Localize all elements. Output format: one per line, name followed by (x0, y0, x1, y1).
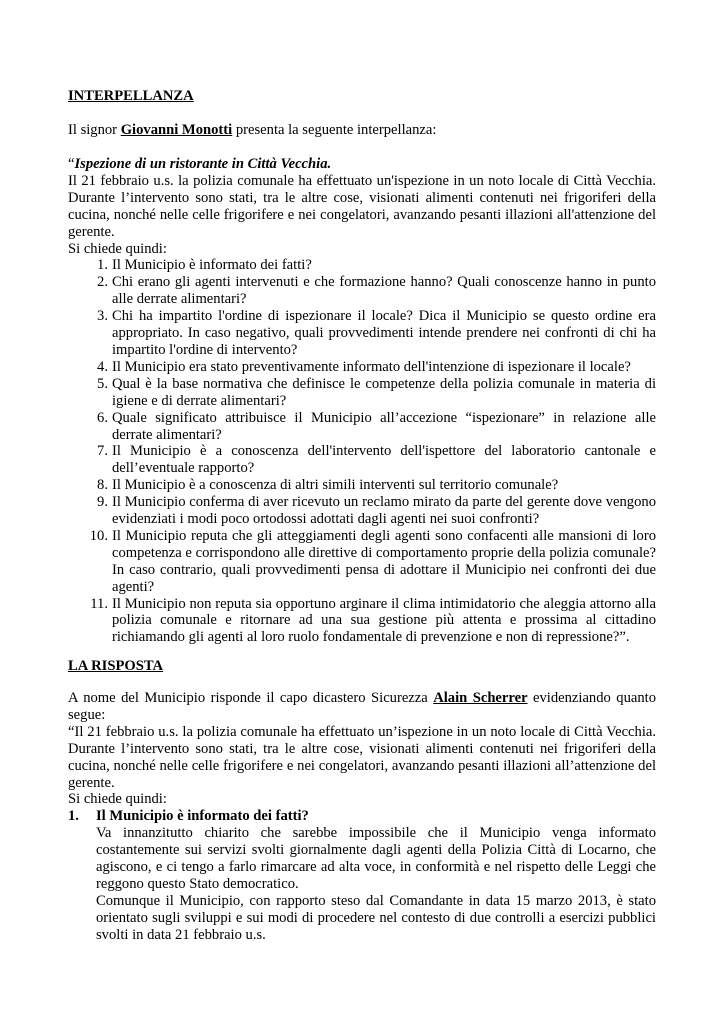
ask-line: Si chiede quindi: (68, 240, 167, 257)
question-number: 5. (97, 375, 108, 392)
answer-item (68, 808, 656, 825)
question-number: 7. (97, 443, 108, 460)
question-text: Qual è la base normativa che definisce le competenze della polizia comunale in materia di igiene e di derrate alimentari? (112, 375, 656, 409)
question-item (68, 308, 656, 359)
question-text: Il Municipio non reputa sia opportuno arginare il clima intimidatorio che aleggia attorno alla polizia comunale e ritornare ad una sua gestione più attenta e prossima al cittadino richiamando gli agenti al loro ruolo fondamentale di prevenzione e non di repressione?”. (112, 595, 656, 646)
answer-paragraph: Va innanzitutto chiarito che sarebbe impossibile che il Municipio venga informato costantemente sui servizi svolti giornalmente dagli agenti della Polizia Città di Locarno, che agiscono, e ci tengo a farlo rimarcare ad alta voce, in conformità e nel rispetto delle Leggi che reggono questo Stato democratico. (96, 825, 656, 892)
question-text: Il Municipio è a conoscenza dell'intervento dell'ispettore del laboratorio cantonale e dell’eventuale rapporto? (112, 443, 656, 477)
question-item (68, 528, 656, 596)
question-text: Il Municipio reputa che gli atteggiamenti degli agenti sono confacenti alle mansioni di loro competenza e corrispondono alle direttive di comportamento proprie della polizia comunale? In caso contrario, quali provvedimenti pensa di adottare il Municipio nei confronti dei due agenti? (112, 527, 656, 595)
interpellant-name: Giovanni Monotti (120, 122, 233, 138)
risposta-paragraph: “Il 21 febbraio u.s. la polizia comunale ha effettuato un’ispezione in un noto locale di Città Vecchia. Durante l’intervento sono stati, tra le altre cose, visionati alimenti contenuti nei frigoriferi della cucina, nonché nelle celle frigorifere e nei congelatori, avanzando pesanti illazioni all’attenzione del gerente. (68, 723, 656, 791)
intro-text-end: presenta la seguente interpellanza: (232, 122, 437, 138)
question-text: Chi erano gli agenti intervenuti e che formazione hanno? Quali conoscenze hanno in punto alle derrate alimentari? (112, 274, 656, 308)
question-number: 2. (97, 274, 108, 291)
answer-title: Il Municipio è informato dei fatti? (96, 808, 309, 825)
interpellanza-paragraph: Il 21 febbraio u.s. la polizia comunale ha effettuato un'ispezione in un noto locale di Città Vecchia. Durante l’intervento sono stati, tra le altre cose, visionati alimenti contenuti nei frigoriferi della cucina, nonché nelle celle frigorifere e nei congelatori, avanzando pesanti illazioni all'attenzione del gerente. (68, 172, 656, 240)
title-quote: “ (68, 156, 75, 172)
question-number: 6. (97, 409, 108, 426)
question-text: Il Municipio è informato dei fatti? (112, 257, 312, 274)
question-item (68, 494, 656, 528)
answer-number: 1. (68, 808, 79, 825)
question-number: 9. (97, 494, 108, 511)
question-number: 10. (89, 527, 108, 544)
question-number: 11. (90, 595, 108, 612)
question-item (68, 257, 656, 274)
risposta-intro: A nome del Municipio risponde il capo dicastero Sicurezza (68, 690, 434, 706)
question-number: 3. (97, 308, 108, 325)
interpellanza-body (68, 156, 656, 646)
question-item (68, 410, 656, 444)
risposta-heading: LA RISPOSTA (68, 658, 164, 674)
question-text: Il Municipio conferma di aver ricevuto un reclamo mirato da parte del gerente dove vengono evidenziati i modi poco ortodossi adottati dagli agenti nei suoi confronti? (112, 494, 656, 528)
question-item (68, 376, 656, 410)
question-number: 8. (97, 477, 108, 494)
risposta-section (68, 690, 656, 944)
question-item (68, 274, 656, 308)
questions-list (68, 257, 656, 646)
answer-paragraph: Comunque il Municipio, con rapporto steso dal Comandante in data 15 marzo 2013, è stato orientato sugli sviluppi e sui modi di procedere nel contesto di due controlli a esercizi pubblici svolti in data 21 febbraio u.s. (96, 892, 656, 943)
risposta-heading-wrap (68, 658, 656, 675)
question-item (68, 359, 656, 376)
question-text: Quale significato attribuisce il Municipio all’accezione “ispezionare” in relazione alle derrate alimentari? (112, 409, 656, 443)
risposta-ask-line: Si chiede quindi: (68, 791, 167, 808)
interpellanza-intro (68, 122, 656, 139)
interpellanza-title: Ispezione di un ristorante in Città Vecchia. (74, 156, 332, 172)
question-text: Il Municipio è a conoscenza di altri simili interventi sul territorio comunale? (112, 477, 559, 494)
question-item (68, 596, 656, 647)
question-number: 1. (97, 257, 108, 274)
risposta-intro-end: evidenziando quanto segue: (68, 690, 656, 723)
question-item (68, 443, 656, 477)
question-text: Chi ha impartito l'ordine di ispezionare il locale? Dica il Municipio se questo ordine era appropriato. In caso negativo, quali provvedimenti intende prendere nei confronti di chi ha impartito l'ordine di intervento? (112, 308, 656, 358)
interpellanza-section (68, 88, 656, 105)
intro-text: Il signor (68, 122, 121, 138)
question-item (68, 477, 656, 494)
question-number: 4. (97, 358, 108, 375)
responder-name: Alain Scherrer (433, 690, 528, 706)
interpellanza-heading: INTERPELLANZA (68, 88, 194, 104)
question-text: Il Municipio era stato preventivamente informato dell'intenzione di ispezionare il locale? (112, 358, 631, 375)
